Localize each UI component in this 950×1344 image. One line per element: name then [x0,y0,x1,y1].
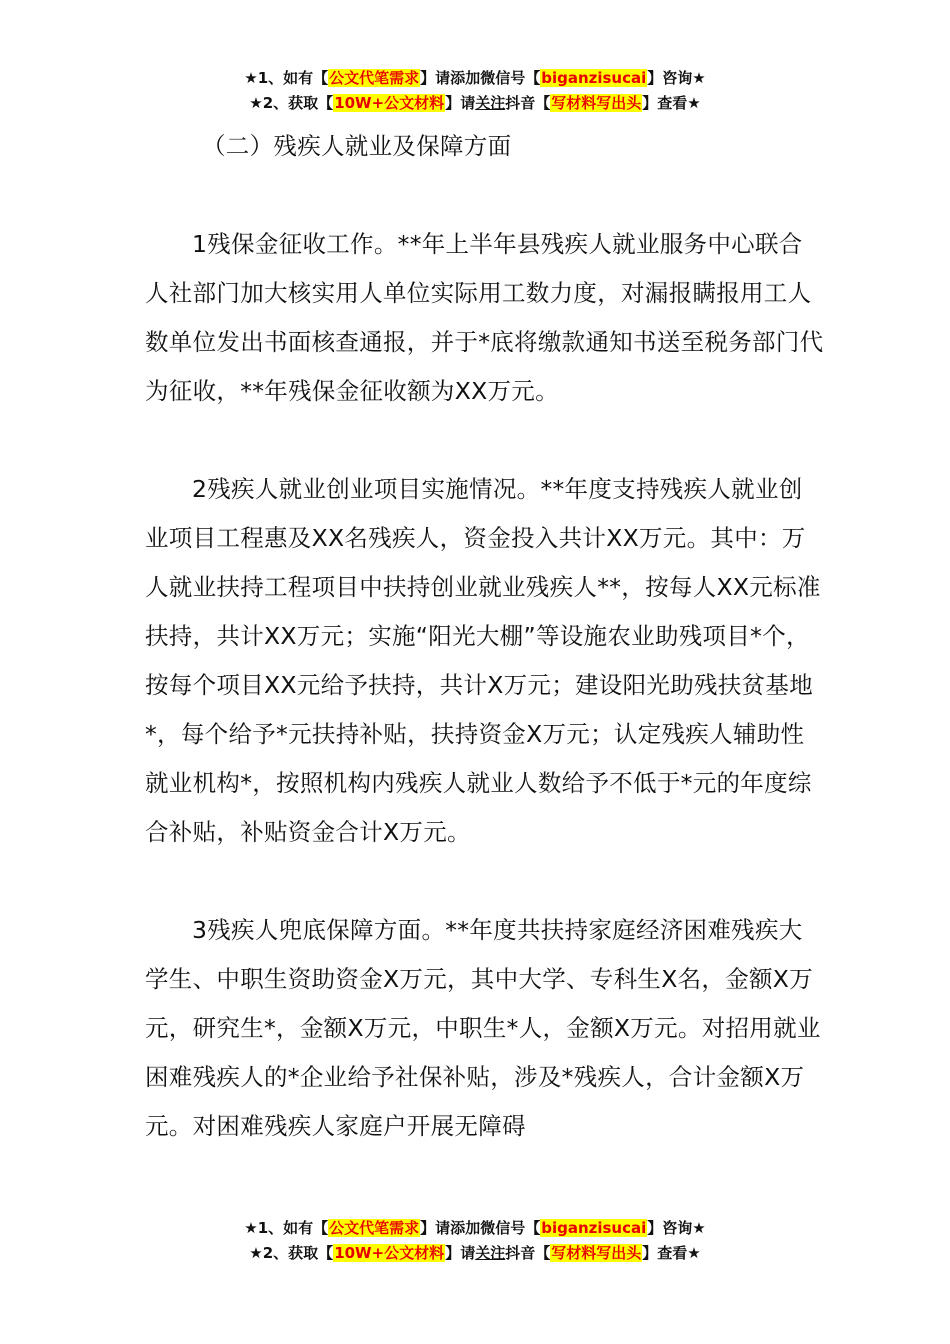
promo-text: 抖音【 [505,94,551,112]
promo-text: 】请添 [420,1219,466,1237]
promo-text: 抖音【 [505,1244,551,1262]
promo-bold-text: 加 [465,1219,481,1237]
promo-banner-bottom [0,1216,950,1266]
promo-text: ★2、获取【 [249,94,334,112]
promo-text: ★1、如有【 [244,69,329,87]
promo-highlight: 10W+公文材料 [334,1244,445,1262]
promo-highlight: 公文代笔需求 [329,69,420,87]
promo-text: ★1、如有【 [244,1219,329,1237]
promo-highlight: biganzisucai [541,69,647,87]
promo-highlight: 10W+公文材料 [334,94,445,112]
promo-highlight: biganzisucai [541,1219,647,1237]
promo-text: 】咨询★ [647,1219,706,1237]
promo-text: 】请 [445,1244,476,1262]
section-heading: （二）残疾人就业及保障方面 [202,132,512,160]
promo-highlight: 公文代笔需求 [329,1219,420,1237]
promo-text: 】查看★ [642,1244,701,1262]
promo-banner-top [0,66,950,116]
promo-underlined-text: 关注 [475,94,506,112]
promo-text: 】咨询★ [647,69,706,87]
document-body [145,122,825,1151]
paragraph-3: 3残疾人兜底保障方面。**年度共扶持家庭经济困难残疾大学生、中职生资助资金X万元，其中大学、专科生X名，金额X万元，研究生*，金额X万元，中职生*人，金额X万元。对招用就业困难残疾人的*企业给予社保补贴，涉及*残疾人，合计金额X万元。对困难残疾人家庭户开展无障碍 [145,916,821,1140]
promo-bold-text: 加 [465,69,481,87]
spacer [145,857,825,906]
paragraph-2: 2残疾人就业创业项目实施情况。**年度支持残疾人就业创业项目工程惠及XX名残疾人，资金投入共计XX万元。其中：万人就业扶持工程项目中扶持创业就业残疾人**，按每人XX元标准扶持，共计XX万元；实施“阳光大棚”等设施农业助残项目*个，按每个项目XX元给予扶持，共计X万元；建设阳光助残扶贫基地*，每个给予*元扶持补贴，扶持资金X万元；认定残疾人辅助性就业机构*，按照机构内残疾人就业人数给予不低于*元的年度综合补贴，补贴资金合计X万元。 [145,475,821,846]
promo-line-1 [0,66,950,91]
promo-text: 】查看★ [642,94,701,112]
paragraph-1: 1残保金征收工作。**年上半年县残疾人就业服务中心联合人社部门加大核实用人单位实际用工数力度，对漏报瞒报用工人数单位发出书面核查通报，并于*底将缴款通知书送至税务部门代为征收，**年残保金征收额为XX万元。 [145,230,824,405]
promo-line-1 [0,1216,950,1241]
promo-text: ★2、获取【 [249,1244,334,1262]
promo-highlight: 写材料写出头 [551,94,642,112]
promo-line-2 [0,1241,950,1266]
spacer [145,416,825,465]
promo-text: 】请 [445,94,476,112]
promo-text: 】请添 [420,69,466,87]
promo-text: 微信号【 [480,1219,541,1237]
promo-text: 微信号【 [480,69,541,87]
promo-underlined-text: 关注 [475,1244,506,1262]
promo-highlight: 写材料写出头 [551,1244,642,1262]
promo-line-2 [0,91,950,116]
spacer [145,171,825,220]
